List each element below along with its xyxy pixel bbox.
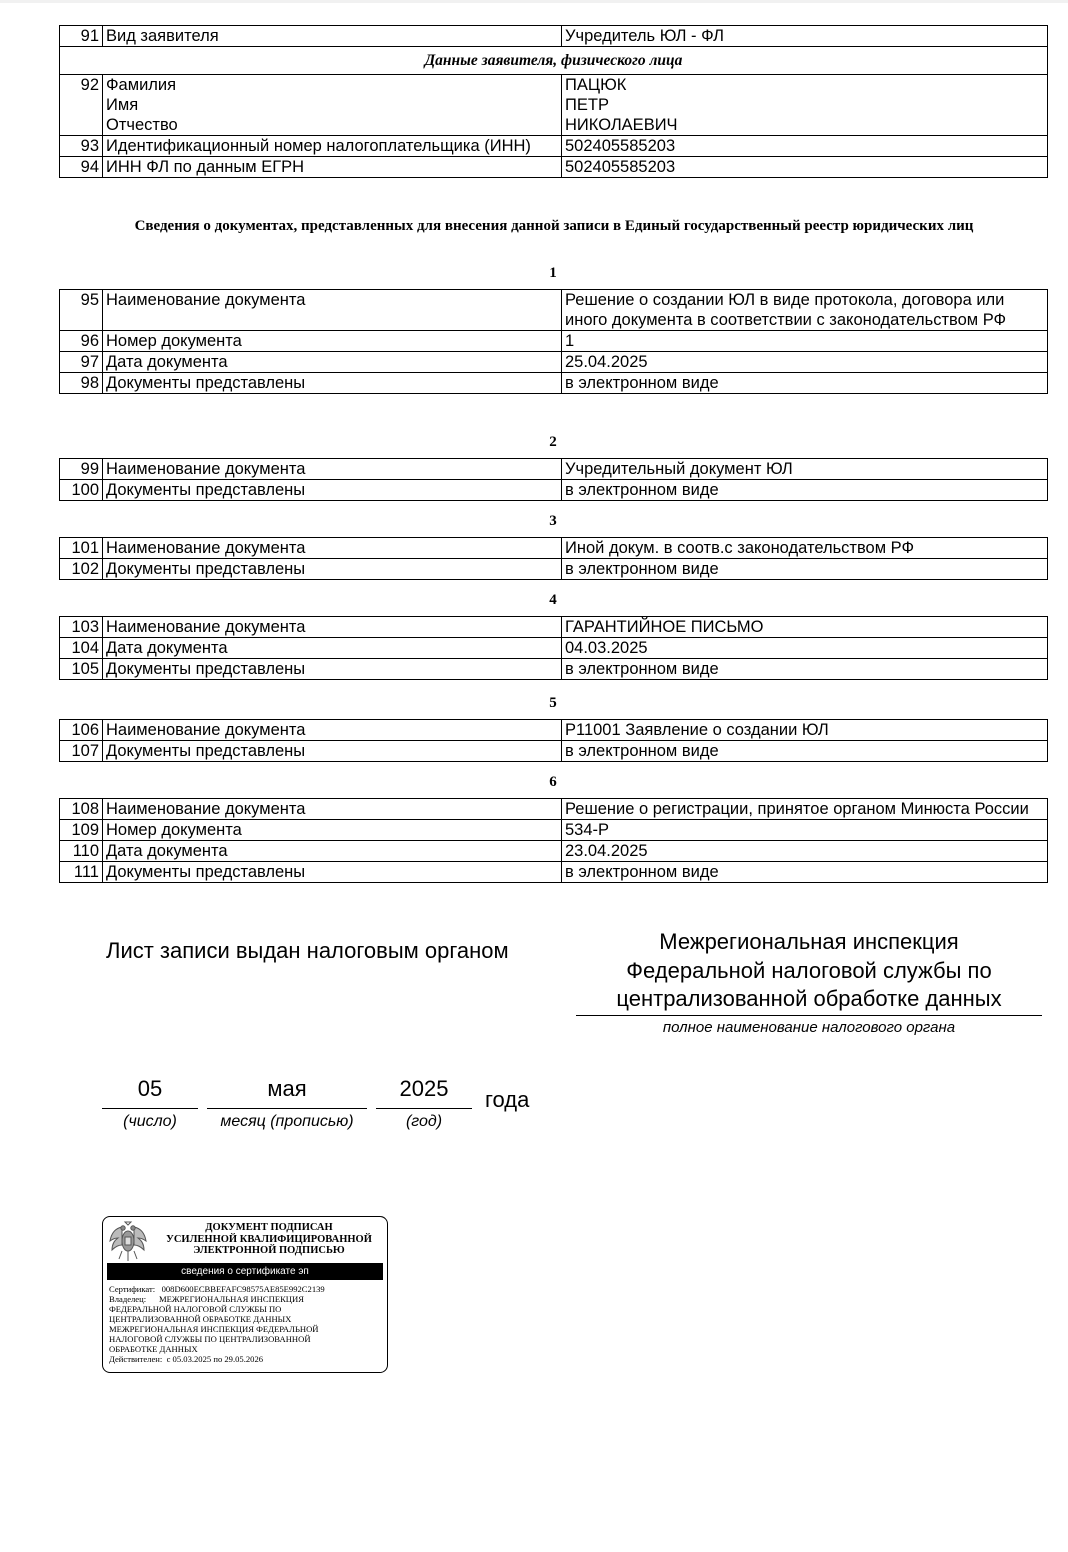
group-index: 5	[549, 695, 557, 711]
row-number: 111	[60, 862, 103, 883]
row-label: Дата документа	[103, 638, 562, 659]
row-number: 91	[60, 26, 103, 47]
group-index: 4	[549, 592, 557, 608]
group-index: 3	[549, 513, 557, 529]
row-value: в электронном виде	[562, 373, 1048, 394]
authority-caption: полное наименование налогового органа	[662, 1019, 956, 1036]
row-label: ИНН ФЛ по данным ЕГРН	[103, 157, 562, 178]
documents-heading: Сведения о документах, представленных для внесения данной записи в Единый государственный реестр юридических лиц	[134, 218, 974, 234]
stamp-title-line: ДОКУМЕНТ ПОДПИСАН	[205, 1222, 333, 1233]
document-table-4	[59, 616, 1048, 680]
name-values	[562, 75, 1048, 136]
row-number: 98	[60, 373, 103, 394]
row-label: Номер документа	[103, 331, 562, 352]
row-number: 107	[60, 741, 103, 762]
group-index: 1	[549, 265, 557, 281]
document-table-1	[59, 289, 1048, 394]
row-value: ГАРАНТИЙНОЕ ПИСЬМО	[562, 617, 1048, 638]
row-value: 1	[562, 331, 1048, 352]
firstname-label: Имя	[106, 96, 139, 114]
table-row	[60, 373, 1048, 394]
firstname-value: ПЕТР	[565, 96, 609, 114]
table-row	[60, 799, 1048, 820]
row-label: Наименование документа	[103, 290, 562, 331]
row-number: 108	[60, 799, 103, 820]
applicant-table	[59, 25, 1048, 178]
row-number: 101	[60, 538, 103, 559]
row-number: 105	[60, 659, 103, 680]
row-value: 534-Р	[562, 820, 1048, 841]
authority-line: Межрегиональная инспекция	[659, 929, 959, 954]
row-label: Наименование документа	[103, 799, 562, 820]
document-table-6	[59, 798, 1048, 883]
row-label: Наименование документа	[103, 459, 562, 480]
patronymic-label: Отчество	[106, 116, 178, 134]
document-table-3	[59, 537, 1048, 580]
row-value: Учредитель ЮЛ - ФЛ	[562, 26, 1048, 47]
table-row	[60, 538, 1048, 559]
row-label: Документы представлены	[103, 741, 562, 762]
table-row	[60, 459, 1048, 480]
row-value: Решение о регистрации, принятое органом Минюста России	[562, 799, 1048, 820]
row-label: Документы представлены	[103, 480, 562, 501]
table-row	[60, 331, 1048, 352]
surname-value: ПАЦЮК	[565, 76, 627, 94]
row-value: 502405585203	[562, 157, 1048, 178]
row-value: 25.04.2025	[562, 352, 1048, 373]
stamp-line: ФЕДЕРАЛЬНОЙ НАЛОГОВОЙ СЛУЖБЫ ПО	[109, 1304, 282, 1314]
stamp-line: НАЛОГОВОЙ СЛУЖБЫ ПО ЦЕНТРАЛИЗОВАННОЙ	[109, 1334, 311, 1344]
stamp-title	[153, 1222, 385, 1257]
table-row	[60, 741, 1048, 762]
row-number: 92	[60, 75, 103, 136]
authority-line: Федеральной налоговой службы по	[626, 957, 992, 983]
section-row	[60, 47, 1048, 75]
table-row	[60, 26, 1048, 47]
row-label: Наименование документа	[103, 617, 562, 638]
row-value: 23.04.2025	[562, 841, 1048, 862]
table-row	[60, 136, 1048, 157]
row-number: 110	[60, 841, 103, 862]
document-table-5	[59, 719, 1048, 762]
month-caption: месяц (прописью)	[220, 1113, 354, 1130]
row-label: Документы представлены	[103, 862, 562, 883]
table-row	[60, 617, 1048, 638]
row-label: Наименование документа	[103, 538, 562, 559]
row-label: Документы представлены	[103, 659, 562, 680]
date-year: 2025	[399, 1076, 449, 1101]
month-underline	[207, 1108, 367, 1109]
table-row	[60, 290, 1048, 331]
stamp-details	[109, 1284, 385, 1364]
row-value: Учредительный документ ЮЛ	[562, 459, 1048, 480]
row-value: 04.03.2025	[562, 638, 1048, 659]
stamp-line: Действителен: с 05.03.2025 по 29.05.2026	[109, 1354, 264, 1364]
stamp-line: МЕЖРЕГИОНАЛЬНАЯ ИНСПЕКЦИЯ ФЕДЕРАЛЬНОЙ	[109, 1324, 319, 1334]
stamp-line: ЦЕНТРАЛИЗОВАННОЙ ОБРАБОТКЕ ДАННЫХ	[109, 1314, 292, 1324]
row-label: Документы представлены	[103, 373, 562, 394]
row-value: Иной докум. в соотв.с законодательством РФ	[562, 538, 1048, 559]
applicant-section-title: Данные заявителя, физического лица	[60, 47, 1048, 75]
row-number: 94	[60, 157, 103, 178]
table-row	[60, 659, 1048, 680]
top-edge	[0, 0, 1068, 3]
date-day: 05	[137, 1076, 163, 1101]
surname-label: Фамилия	[106, 76, 177, 94]
stamp-title-line: ЭЛЕКТРОННОЙ ПОДПИСЬЮ	[193, 1245, 345, 1256]
row-label: Номер документа	[103, 820, 562, 841]
table-row	[60, 720, 1048, 741]
patronymic-value: НИКОЛАЕВИЧ	[565, 116, 678, 134]
row-label: Документы представлены	[103, 559, 562, 580]
table-row	[60, 862, 1048, 883]
eagle-emblem-icon	[107, 1219, 149, 1263]
day-caption: (число)	[123, 1113, 177, 1130]
group-index: 6	[549, 774, 557, 790]
date-month: мая	[267, 1076, 307, 1101]
row-value: в электронном виде	[562, 559, 1048, 580]
authority-name	[574, 928, 1044, 1014]
row-number: 93	[60, 136, 103, 157]
table-row	[60, 75, 1048, 136]
row-number: 99	[60, 459, 103, 480]
table-row	[60, 820, 1048, 841]
name-labels	[103, 75, 562, 136]
stamp-line: Сертификат: 008D600ECBBEFAFC98575AE85E992C2139	[109, 1284, 325, 1294]
row-value: в электронном виде	[562, 741, 1048, 762]
row-value: Решение о создании ЮЛ в виде протокола, договора или иного документа в соответствии с законодательством РФ	[562, 290, 1048, 331]
stamp-line: Владелец: МЕЖРЕГИОНАЛЬНАЯ ИНСПЕКЦИЯ	[109, 1294, 304, 1304]
row-number: 95	[60, 290, 103, 331]
year-caption: (год)	[405, 1113, 443, 1130]
row-label: Идентификационный номер налогоплательщика (ИНН)	[103, 136, 562, 157]
authority-line: централизованной обработке данных	[616, 986, 1002, 1011]
row-number: 102	[60, 559, 103, 580]
row-number: 100	[60, 480, 103, 501]
table-row	[60, 559, 1048, 580]
year-underline	[376, 1108, 472, 1109]
signature-stamp	[102, 1216, 388, 1373]
row-value: Р11001 Заявление о создании ЮЛ	[562, 720, 1048, 741]
row-number: 96	[60, 331, 103, 352]
day-underline	[102, 1108, 198, 1109]
table-row	[60, 480, 1048, 501]
row-number: 109	[60, 820, 103, 841]
issued-label: Лист записи выдан налоговым органом	[106, 938, 509, 963]
table-row	[60, 638, 1048, 659]
date-suffix: года	[485, 1087, 530, 1112]
row-label: Дата документа	[103, 841, 562, 862]
table-row	[60, 157, 1048, 178]
row-number: 104	[60, 638, 103, 659]
row-value: 502405585203	[562, 136, 1048, 157]
row-number: 106	[60, 720, 103, 741]
stamp-line: ОБРАБОТКЕ ДАННЫХ	[109, 1344, 198, 1354]
authority-underline	[576, 1015, 1042, 1016]
row-number: 97	[60, 352, 103, 373]
row-value: в электронном виде	[562, 480, 1048, 501]
group-index: 2	[549, 434, 557, 450]
row-label: Дата документа	[103, 352, 562, 373]
table-row	[60, 352, 1048, 373]
row-label: Вид заявителя	[103, 26, 562, 47]
row-value: в электронном виде	[562, 862, 1048, 883]
table-row	[60, 841, 1048, 862]
document-table-2	[59, 458, 1048, 501]
stamp-title-line: УСИЛЕННОЙ КВАЛИФИЦИРОВАННОЙ	[166, 1233, 372, 1245]
stamp-certificate-bar: сведения о сертификате эп	[107, 1263, 383, 1280]
row-number: 103	[60, 617, 103, 638]
row-value: в электронном виде	[562, 659, 1048, 680]
row-label: Наименование документа	[103, 720, 562, 741]
